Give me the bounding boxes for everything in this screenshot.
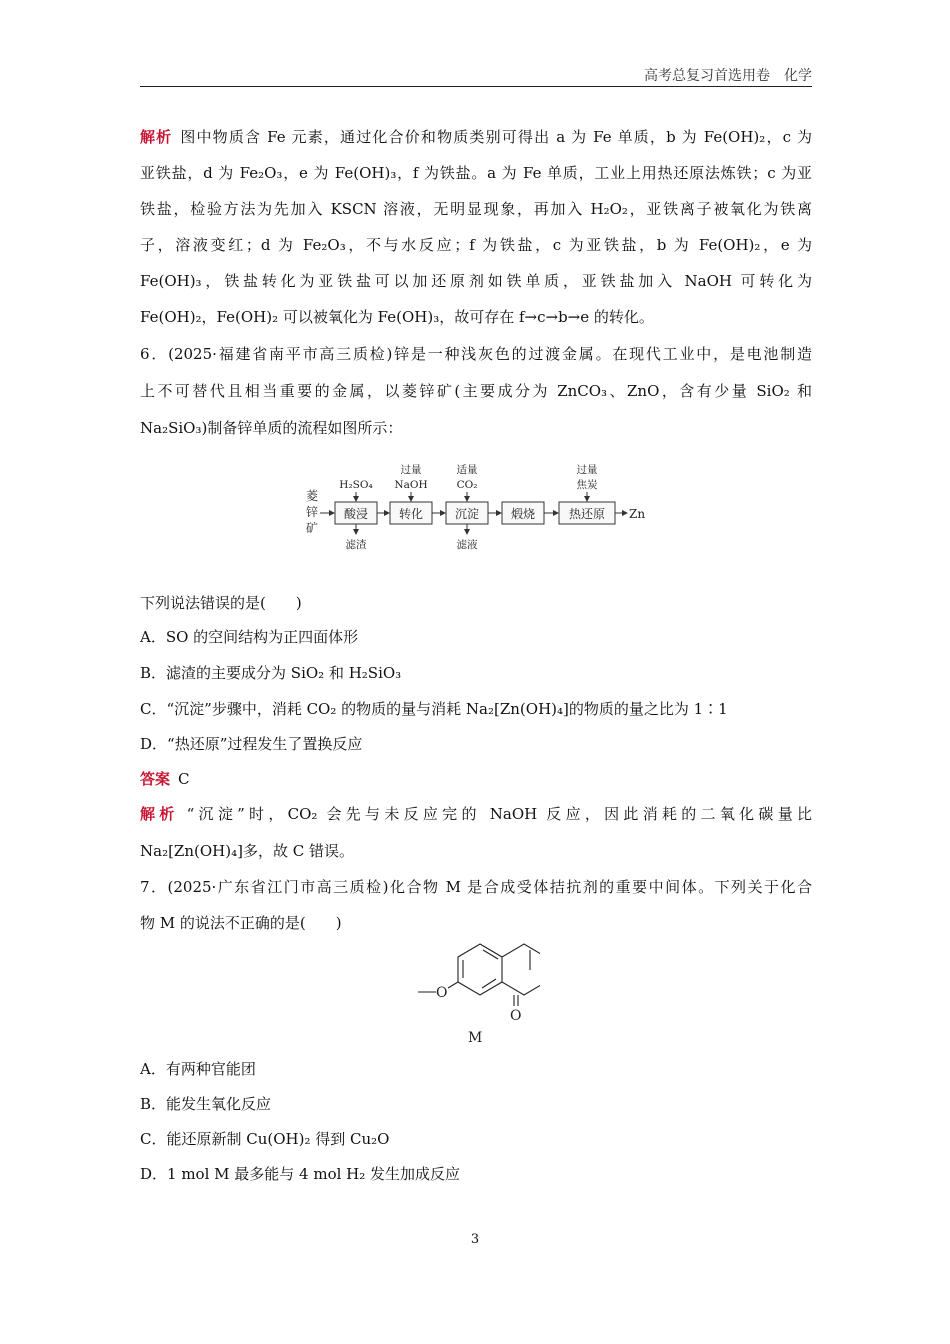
q7-option-b: B．能发生氧化反应 xyxy=(140,1095,272,1113)
product-zn: Zn xyxy=(629,507,646,521)
analysis-line-4: 子，溶液变红；d 为 Fe₂O₃，不与水反应；f 为铁盐，c 为亚铁盐，b 为 Fe(OH)₂，e 为 xyxy=(140,236,812,254)
analysis-line-1: 解析 图中物质含 Fe 元素，通过化合价和物质类别可得出 a 为 Fe 单质，b 为 Fe(OH)₂，c 为 xyxy=(140,128,812,146)
zinc-flowchart xyxy=(300,460,660,555)
q7-option-c: C．能还原新制 Cu(OH)₂ 得到 Cu₂O xyxy=(140,1130,390,1148)
reagent-co2: CO₂ xyxy=(456,479,478,491)
output-filtrate: 滤液 xyxy=(456,539,478,551)
reagent-coke: 焦炭 xyxy=(576,479,598,491)
analysis-line-5: Fe(OH)₃，铁盐转化为亚铁盐可以加还原剂如铁单质，亚铁盐加入 NaOH 可转化为 xyxy=(140,272,812,290)
box-label-acid-leach: 酸浸 xyxy=(343,507,369,521)
page-number: 3 xyxy=(470,1232,480,1247)
raw-char-2: 锌 xyxy=(306,505,319,519)
answer-label: 答案 xyxy=(140,770,171,788)
q7-option-d: D．1 mol M 最多能与 4 mol H₂ 发生加成反应 xyxy=(140,1165,461,1183)
analysis-line-3: 铁盐，检验方法为先加入 KSCN 溶液，无明显现象，再加入 H₂O₂，亚铁离子被氧化为铁离 xyxy=(140,200,812,218)
output-residue: 滤渣 xyxy=(345,539,367,551)
analysis-line-6: Fe(OH)₂，Fe(OH)₂ 可以被氧化为 Fe(OH)₃，故可存在 f→c→b→e 的转化。 xyxy=(140,308,654,326)
mol-ether-oxygen: O xyxy=(436,985,448,1001)
raw-char-1: 菱 xyxy=(306,489,319,503)
box-label-calcine: 煅烧 xyxy=(510,507,536,521)
q6-stem-line-3: Na₂SiO₃)制备锌单质的流程如图所示： xyxy=(140,419,403,437)
q6-analysis-line-1: 解析 “沉淀”时，CO₂ 会先与未反应完的 NaOH 反应，因此消耗的二氧化碳量比 xyxy=(140,805,812,823)
q6-answer xyxy=(140,768,812,790)
reagent-co2-qty: 适量 xyxy=(456,464,478,476)
q6-option-a: A．SO 的空间结构为正四面体形 xyxy=(140,628,359,646)
reagent-naoh: NaOH xyxy=(394,479,428,491)
mol-carbonyl-oxygen: O xyxy=(510,1008,522,1024)
raw-char-3: 矿 xyxy=(306,521,319,535)
box-label-thermal-reduction: 热还原 xyxy=(568,507,606,521)
compound-m-structure xyxy=(410,940,540,1050)
q6-option-b: B．滤渣的主要成分为 SiO₂ 和 H₂SiO₃ xyxy=(140,664,402,682)
q6-option-d: D．“热还原”过程发生了置换反应 xyxy=(140,735,363,753)
reagent-h2so4: H₂SO₄ xyxy=(339,479,373,491)
box-label-convert: 转化 xyxy=(398,507,424,521)
answer-value: C xyxy=(178,770,190,788)
reagent-naoh-qty: 过量 xyxy=(400,464,422,476)
q6-stem-line-1: 6．(2025·福建省南平市高三质检)锌是一种浅灰色的过渡金属。在现代工业中，是电池制造 xyxy=(140,345,812,363)
q7-option-a: A．有两种官能团 xyxy=(140,1060,256,1078)
page-header: 高考总复习首选用卷 化学 xyxy=(140,66,812,87)
q7-stem-line-1: 7．(2025·广东省江门市高三质检)化合物 M 是合成受体拮抗剂的重要中间体。下列关于化合 xyxy=(140,878,812,896)
q6-analysis-line-2: Na₂[Zn(OH)₄]多，故 C 错误。 xyxy=(140,842,354,860)
q7-stem-line-2: 物 M 的说法不正确的是( ) xyxy=(140,914,342,932)
q6-stem-line-2: 上不可替代且相当重要的金属，以菱锌矿(主要成分为 ZnCO₃、ZnO，含有少量 SiO₂ 和 xyxy=(140,382,812,400)
analysis-line-2: 亚铁盐，d 为 Fe₂O₃，e 为 Fe(OH)₃，f 为铁盐。a 为 Fe 单质，工业上用热还原法炼铁；c 为亚 xyxy=(140,164,812,182)
q6-option-c: C．“沉淀”步骤中，消耗 CO₂ 的物质的量与消耗 Na₂[Zn(OH)₄]的物质的量之比为 1∶1 xyxy=(140,700,728,718)
reagent-coke-qty: 过量 xyxy=(576,464,598,476)
analysis-label: 解析 xyxy=(140,805,179,823)
analysis-label: 解析 xyxy=(140,128,173,146)
box-label-precipitate: 沉淀 xyxy=(454,507,480,521)
q6-question: 下列说法错误的是( ) xyxy=(140,594,302,612)
mol-label-m: M xyxy=(468,1030,483,1046)
